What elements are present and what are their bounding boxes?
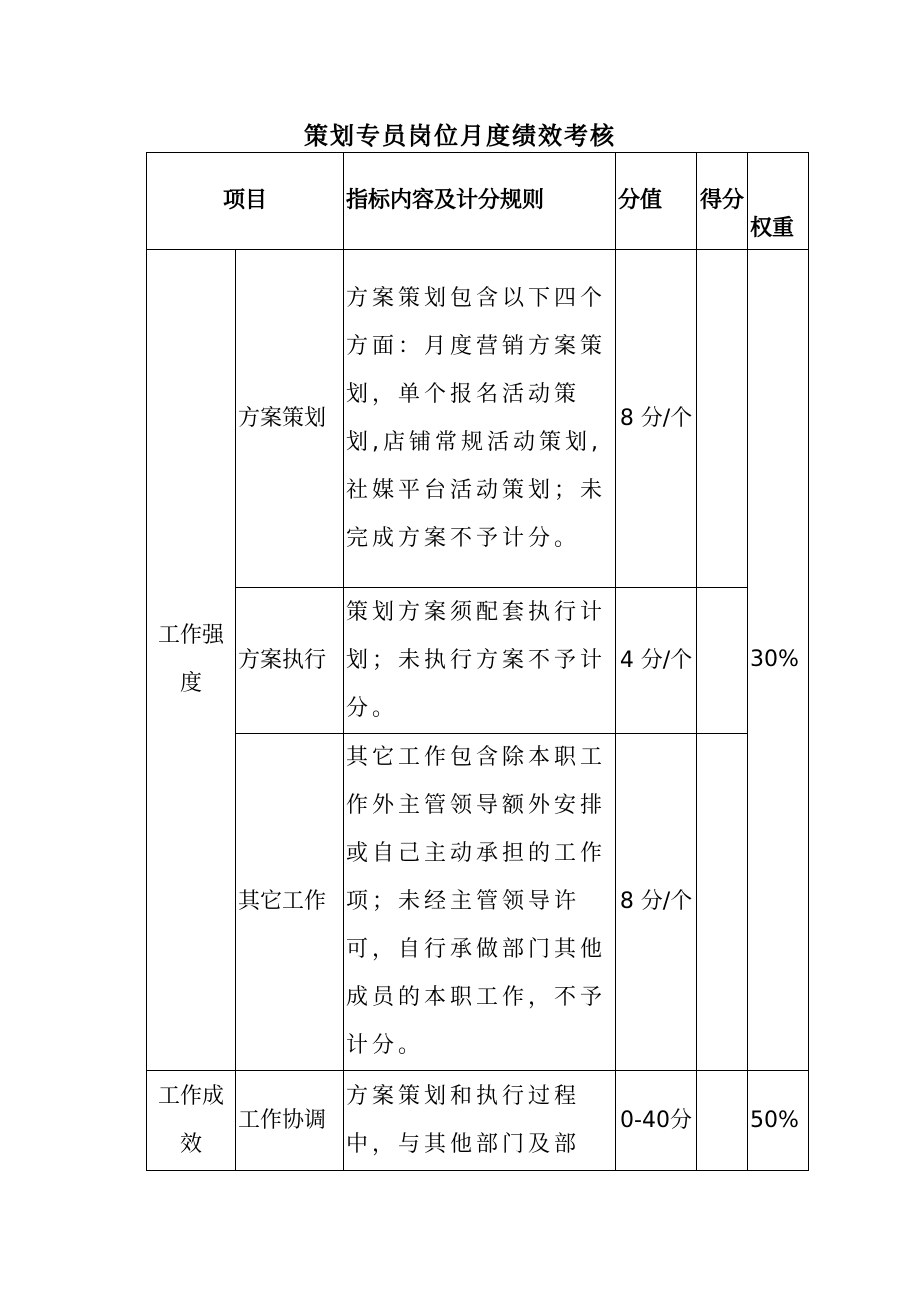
header-score: 得分 xyxy=(697,153,748,250)
score-cell xyxy=(697,588,748,734)
item-name-cell: 方案执行 xyxy=(236,588,344,734)
header-item: 项目 xyxy=(147,153,344,250)
rule-cell: 其它工作包含除本职工作外主管领导额外安排或自己主动承担的工作项；未经主管领导许可，自行承做部门其他成员的本职工作，不予计分。 xyxy=(344,734,616,1071)
rule-cell: 方案策划包含以下四个方面：月度营销方案策划，单个报名活动策划,店铺常规活动策划,社媒平台活动策划；未完成方案不予计分。 xyxy=(344,250,616,588)
item-name-cell: 其它工作 xyxy=(236,734,344,1071)
weight-cell: 50% xyxy=(748,1071,809,1171)
score-cell xyxy=(697,1071,748,1171)
score-cell xyxy=(697,250,748,588)
kpi-table xyxy=(146,152,809,1171)
rule-cell: 策划方案须配套执行计划；未执行方案不予计分。 xyxy=(344,588,616,734)
points-cell: 8 分/个 xyxy=(616,250,697,588)
score-cell xyxy=(697,734,748,1071)
header-weight: 权重 xyxy=(748,153,809,250)
points-cell: 4 分/个 xyxy=(616,588,697,734)
category-cell: 工作强度 xyxy=(147,250,236,1071)
table-row xyxy=(147,250,809,588)
table-row xyxy=(147,588,809,734)
points-cell: 0-40分 xyxy=(616,1071,697,1171)
category-cell: 工作成效 xyxy=(147,1071,236,1171)
item-name-cell: 工作协调 xyxy=(236,1071,344,1171)
table-row xyxy=(147,734,809,1071)
points-cell: 8 分/个 xyxy=(616,734,697,1071)
item-name-cell: 方案策划 xyxy=(236,250,344,588)
header-points: 分值 xyxy=(616,153,697,250)
rule-cell: 方案策划和执行过程中，与其他部门及部 xyxy=(344,1071,616,1171)
header-row xyxy=(147,153,809,250)
table-row xyxy=(147,1071,809,1171)
page-title: 策划专员岗位月度绩效考核 xyxy=(304,121,616,150)
weight-cell: 30% xyxy=(748,250,809,1071)
header-rule: 指标内容及计分规则 xyxy=(344,153,616,250)
